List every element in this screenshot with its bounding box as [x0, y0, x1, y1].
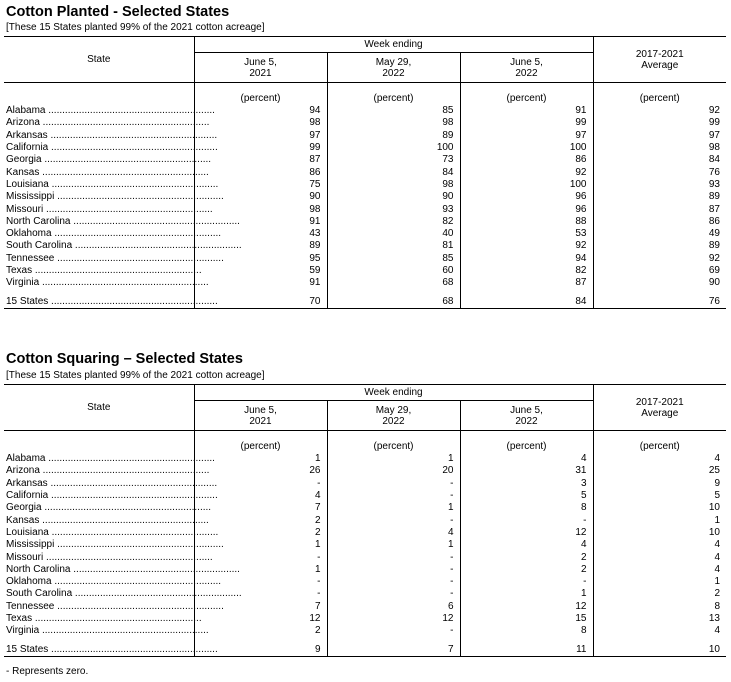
value-cell: - — [327, 551, 460, 563]
value-cell: 89 — [327, 130, 460, 142]
leader-dots: ............................................................ — [54, 600, 224, 612]
value-cell: 12 — [460, 601, 593, 613]
table-row — [4, 216, 726, 228]
value-cell: 81 — [327, 240, 460, 252]
value-cell: 68 — [327, 277, 460, 289]
table-row — [4, 588, 726, 600]
unit-label: (percent) — [327, 431, 460, 454]
value-cell: 4 — [460, 539, 593, 551]
leader-dots: ............................................................ — [39, 465, 210, 477]
state-name: Arizona — [6, 465, 40, 477]
value-cell: 2 — [460, 551, 593, 563]
value-cell: 91 — [194, 216, 327, 228]
value-cell: 2 — [714, 588, 720, 600]
value-cell: 26 — [194, 465, 327, 477]
table-row — [4, 265, 726, 277]
planted-subtitle: [These 15 States planted 99% of the 2021 cotton acreage] — [6, 22, 265, 33]
leader-dots: ............................................................ — [48, 490, 218, 502]
value-cell: 6 — [327, 601, 460, 613]
leader-dots: ............................................................ — [51, 576, 222, 588]
average-column-header: 2017-2021 Average — [593, 37, 726, 83]
value-cell: 7 — [194, 601, 327, 613]
value-cell: 97 — [194, 130, 327, 142]
table-row — [4, 564, 726, 576]
week-ending-header: Week ending — [194, 385, 593, 401]
value-cell: 12 — [460, 527, 593, 539]
table-row — [4, 277, 726, 289]
value-cell: 86 — [708, 215, 720, 227]
value-cell: 12 — [194, 613, 327, 625]
total-value-cell: 10 — [593, 643, 726, 657]
value-cell: 49 — [708, 228, 720, 240]
value-cell: 2 — [460, 564, 593, 576]
total-value-cell: 70 — [194, 295, 327, 309]
value-cell: 60 — [327, 265, 460, 277]
value-cell: 82 — [327, 216, 460, 228]
table-row — [4, 105, 726, 117]
table-row — [4, 166, 726, 178]
planted-title: Cotton Planted - Selected States — [6, 4, 230, 20]
table-row — [4, 117, 726, 129]
state-name: South Carolina — [6, 240, 73, 252]
value-cell: 92 — [460, 240, 593, 252]
value-cell: 1 — [714, 576, 720, 588]
value-cell: 73 — [327, 154, 460, 166]
value-cell: 1 — [194, 539, 327, 551]
table-row — [4, 478, 726, 490]
total-value-cell: 11 — [460, 643, 593, 657]
squaring-title: Cotton Squaring – Selected States — [6, 351, 243, 367]
total-value-cell: 76 — [593, 295, 726, 309]
value-cell: 90 — [708, 277, 720, 289]
total-value-cell: 68 — [327, 295, 460, 309]
state-name: Alabama — [6, 105, 46, 117]
value-cell: 89 — [194, 240, 327, 252]
planted-table — [4, 36, 726, 309]
leader-dots: ............................................................ — [43, 203, 213, 215]
value-cell: 89 — [708, 240, 720, 252]
value-cell: 98 — [327, 179, 460, 191]
leader-dots: ............................................................ — [48, 178, 219, 190]
value-cell: 92 — [708, 252, 720, 264]
unit-label: (percent) — [460, 431, 593, 454]
value-cell: - — [327, 588, 460, 600]
value-cell: 4 — [460, 453, 593, 465]
leader-dots: ............................................................ — [39, 166, 209, 178]
table-row — [4, 154, 726, 166]
total-value-cell: 84 — [460, 295, 593, 309]
state-name: Missouri — [6, 551, 44, 563]
table-row — [4, 179, 726, 191]
leader-dots: ............................................................ — [41, 154, 212, 166]
state-name: Kansas — [6, 514, 40, 526]
value-cell: 85 — [327, 105, 460, 117]
leader-dots: ............................................................ — [70, 563, 240, 575]
value-cell: 4 — [327, 527, 460, 539]
state-name: Virginia — [6, 277, 40, 289]
table-row — [4, 465, 726, 477]
value-cell: 1 — [714, 514, 720, 526]
leader-dots: ............................................................ — [70, 215, 240, 227]
value-cell: 87 — [194, 154, 327, 166]
unit-label: (percent) — [194, 83, 327, 106]
leader-dots: ............................................................ — [72, 588, 242, 600]
value-cell: 91 — [194, 277, 327, 289]
leader-dots: ............................................................ — [39, 277, 209, 289]
leader-dots: ............................................................ — [48, 526, 219, 538]
value-cell: 1 — [194, 453, 327, 465]
table-row — [4, 539, 726, 551]
value-cell: 98 — [194, 117, 327, 129]
leader-dots: ............................................................ — [45, 453, 215, 465]
date-column-header-3: June 5, 2022 — [460, 53, 593, 83]
state-name: Oklahoma — [6, 576, 52, 588]
value-cell: 98 — [194, 203, 327, 215]
state-name: Arkansas — [6, 477, 48, 489]
value-cell: 4 — [714, 625, 720, 637]
value-cell: 95 — [194, 253, 327, 265]
value-cell: 2 — [194, 625, 327, 637]
date-column-header-2: May 29, 2022 — [327, 401, 460, 431]
value-cell: 43 — [194, 228, 327, 240]
state-name: Arkansas — [6, 129, 48, 141]
state-name: California — [6, 490, 49, 502]
value-cell: 1 — [327, 539, 460, 551]
date-column-header-3: June 5, 2022 — [460, 401, 593, 431]
state-name: Missouri — [6, 203, 44, 215]
leader-dots: ............................................................ — [39, 514, 209, 526]
value-cell: 99 — [194, 142, 327, 154]
unit-label: (percent) — [327, 83, 460, 106]
value-cell: 82 — [460, 265, 593, 277]
state-name: California — [6, 142, 49, 154]
value-cell: 8 — [460, 625, 593, 637]
value-cell: 100 — [460, 179, 593, 191]
value-cell: - — [194, 588, 327, 600]
table-row — [4, 551, 726, 563]
leader-dots: ............................................................ — [48, 644, 218, 656]
value-cell: - — [327, 490, 460, 502]
unit-label: (percent) — [639, 441, 680, 452]
value-cell: 93 — [327, 203, 460, 215]
value-cell: 86 — [460, 154, 593, 166]
value-cell: - — [194, 478, 327, 490]
value-cell: 89 — [708, 191, 720, 203]
state-column-header: State — [4, 37, 194, 83]
value-cell: 87 — [708, 203, 720, 215]
value-cell: 88 — [460, 216, 593, 228]
value-cell: 2 — [194, 527, 327, 539]
value-cell: 90 — [327, 191, 460, 203]
total-label: 15 States — [6, 644, 49, 656]
value-cell: 1 — [327, 502, 460, 514]
table-row — [4, 613, 726, 625]
state-name: Alabama — [6, 453, 46, 465]
table-row — [4, 228, 726, 240]
table-row — [4, 625, 726, 637]
value-cell: 91 — [460, 105, 593, 117]
leader-dots: ............................................................ — [45, 105, 215, 117]
state-name: North Carolina — [6, 563, 71, 575]
leader-dots: ............................................................ — [47, 129, 218, 141]
value-cell: 84 — [327, 166, 460, 178]
value-cell: 4 — [714, 539, 720, 551]
table-row — [4, 142, 726, 154]
unit-label: (percent) — [194, 431, 327, 454]
state-name: Louisiana — [6, 526, 49, 538]
value-cell: 1 — [460, 588, 593, 600]
value-cell: 12 — [327, 613, 460, 625]
total-row — [4, 295, 726, 309]
state-name: South Carolina — [6, 588, 73, 600]
value-cell: - — [327, 514, 460, 526]
value-cell: 86 — [194, 166, 327, 178]
leader-dots: ............................................................ — [32, 265, 202, 276]
state-name: Arizona — [6, 117, 40, 129]
table-row — [4, 203, 726, 215]
footnote: - Represents zero. — [6, 666, 89, 677]
week-ending-header: Week ending — [194, 37, 593, 53]
leader-dots: ............................................................ — [39, 117, 210, 129]
value-cell: 90 — [194, 191, 327, 203]
leader-dots: ............................................................ — [39, 625, 209, 637]
leader-dots: ............................................................ — [47, 477, 218, 489]
table-row — [4, 527, 726, 539]
value-cell: 98 — [708, 142, 720, 154]
value-cell: 84 — [708, 154, 720, 166]
unit-label: (percent) — [639, 93, 680, 104]
value-cell: 92 — [708, 105, 720, 117]
value-cell: 8 — [714, 600, 720, 612]
value-cell: 10 — [708, 502, 720, 514]
state-name: Louisiana — [6, 178, 49, 190]
state-name: Kansas — [6, 166, 40, 178]
value-cell: 4 — [194, 490, 327, 502]
value-cell: - — [327, 564, 460, 576]
value-cell: 85 — [327, 253, 460, 265]
state-name: North Carolina — [6, 215, 71, 227]
value-cell: 76 — [708, 166, 720, 178]
value-cell: 97 — [708, 129, 720, 141]
value-cell: 2 — [194, 514, 327, 526]
leader-dots: ............................................................ — [48, 296, 218, 308]
value-cell: 100 — [327, 142, 460, 154]
value-cell: - — [460, 576, 593, 588]
value-cell: 10 — [708, 526, 720, 538]
value-cell: - — [327, 625, 460, 637]
table-row — [4, 514, 726, 526]
value-cell: 69 — [708, 265, 720, 276]
table-row — [4, 240, 726, 252]
state-name: Mississippi — [6, 539, 55, 551]
value-cell: 40 — [327, 228, 460, 240]
value-cell: 9 — [714, 477, 720, 489]
value-cell: 59 — [194, 265, 327, 277]
value-cell: 15 — [460, 613, 593, 625]
value-cell: 53 — [460, 228, 593, 240]
state-column-header: State — [4, 385, 194, 431]
state-name: Georgia — [6, 154, 42, 166]
value-cell: 5 — [714, 490, 720, 502]
value-cell: 13 — [708, 613, 720, 624]
table-row — [4, 576, 726, 588]
leader-dots: ............................................................ — [41, 502, 212, 514]
value-cell: 3 — [460, 478, 593, 490]
table-row — [4, 453, 726, 465]
total-label: 15 States — [6, 296, 49, 308]
table-row — [4, 253, 726, 265]
squaring-table — [4, 384, 726, 657]
value-cell: 4 — [714, 551, 720, 563]
value-cell: - — [194, 576, 327, 588]
value-cell: 96 — [460, 191, 593, 203]
total-value-cell: 7 — [327, 643, 460, 657]
table-row — [4, 130, 726, 142]
value-cell: - — [194, 551, 327, 563]
value-cell: 96 — [460, 203, 593, 215]
value-cell: 7 — [194, 502, 327, 514]
unit-label: (percent) — [460, 83, 593, 106]
average-column-header: 2017-2021 Average — [593, 385, 726, 431]
value-cell: 25 — [708, 465, 720, 477]
value-cell: 4 — [714, 563, 720, 575]
state-name: Texas — [6, 613, 33, 624]
value-cell: 98 — [327, 117, 460, 129]
value-cell: 94 — [194, 105, 327, 117]
total-value-cell: 9 — [194, 643, 327, 657]
total-row — [4, 643, 726, 657]
date-column-header-1: June 5, 2021 — [194, 53, 327, 83]
value-cell: 99 — [708, 117, 720, 129]
state-name: Tennessee — [6, 252, 55, 264]
value-cell: 1 — [327, 453, 460, 465]
state-name: Tennessee — [6, 600, 55, 612]
table-row — [4, 191, 726, 203]
table-row — [4, 502, 726, 514]
leader-dots: ............................................................ — [32, 613, 202, 624]
value-cell: 5 — [460, 490, 593, 502]
value-cell: - — [327, 478, 460, 490]
value-cell: - — [327, 576, 460, 588]
value-cell: 94 — [460, 253, 593, 265]
value-cell: 8 — [460, 502, 593, 514]
value-cell: 4 — [714, 453, 720, 465]
value-cell: 20 — [327, 465, 460, 477]
value-cell: 97 — [460, 130, 593, 142]
value-cell: 1 — [194, 564, 327, 576]
state-name: Texas — [6, 265, 33, 276]
leader-dots: ............................................................ — [54, 191, 224, 203]
leader-dots: ............................................................ — [43, 551, 213, 563]
value-cell: 75 — [194, 179, 327, 191]
state-name: Virginia — [6, 625, 40, 637]
leader-dots: ............................................................ — [54, 252, 224, 264]
leader-dots: ............................................................ — [54, 539, 224, 551]
squaring-subtitle: [These 15 States planted 99% of the 2021 cotton acreage] — [6, 370, 265, 381]
table-row — [4, 601, 726, 613]
table-row — [4, 490, 726, 502]
leader-dots: ............................................................ — [51, 228, 222, 240]
value-cell: 87 — [460, 277, 593, 289]
date-column-header-1: June 5, 2021 — [194, 401, 327, 431]
state-name: Georgia — [6, 502, 42, 514]
value-cell: 92 — [460, 166, 593, 178]
state-name: Oklahoma — [6, 228, 52, 240]
value-cell: 93 — [708, 178, 720, 190]
value-cell: 31 — [460, 465, 593, 477]
value-cell: 99 — [460, 117, 593, 129]
leader-dots: ............................................................ — [48, 142, 218, 154]
date-column-header-2: May 29, 2022 — [327, 53, 460, 83]
state-name: Mississippi — [6, 191, 55, 203]
value-cell: 100 — [460, 142, 593, 154]
value-cell: - — [460, 514, 593, 526]
leader-dots: ............................................................ — [72, 240, 242, 252]
